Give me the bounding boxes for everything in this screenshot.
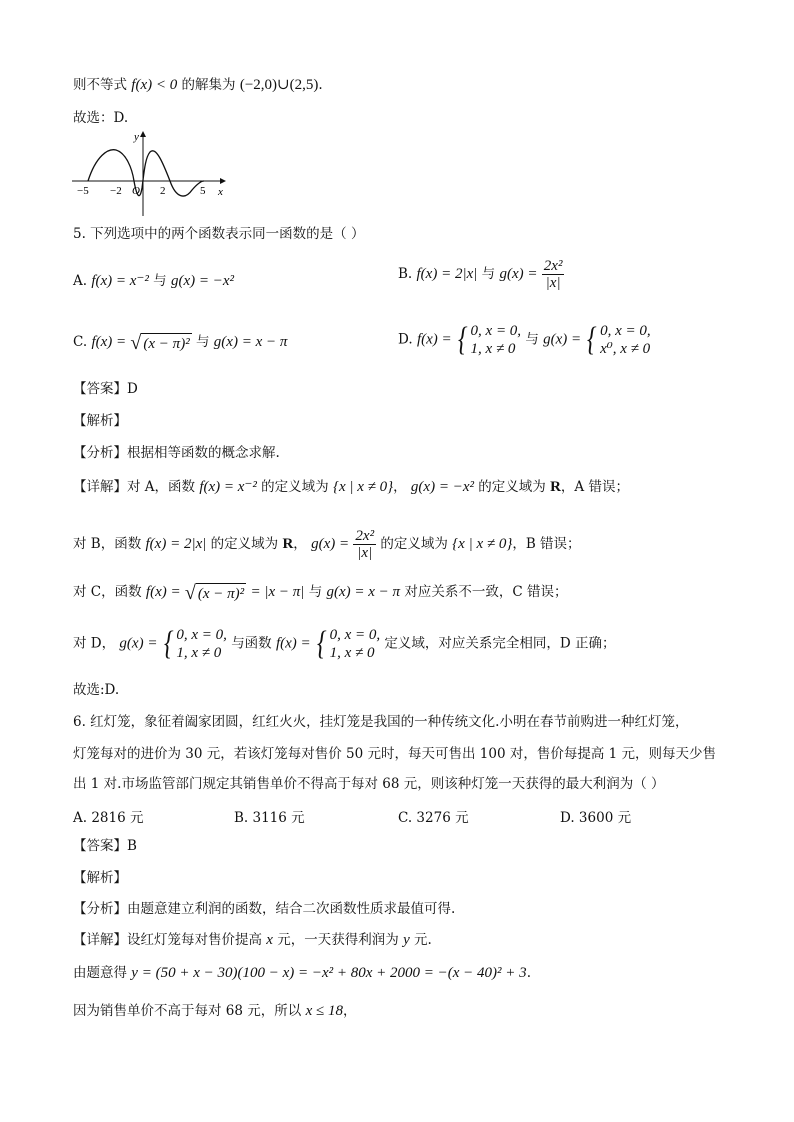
intro-prefix: 则不等式 [73, 77, 127, 93]
y-arrow [140, 131, 146, 137]
option-c-g: g(x) = x − π [213, 334, 288, 350]
text: 与 [308, 584, 323, 600]
q6-stem-3: 出 1 对.市场监管部门规定其销售单价不得高于每对 68 元，则该种灯笼一天获得的最大利润为（ ） [73, 776, 665, 792]
q5-detail-b [73, 528, 581, 561]
row: 1, x ≠ 0 [470, 341, 516, 357]
q5-analysis: 【分析】根据相等函数的概念求解. [73, 445, 280, 461]
piecewise-g: { 0, x = 0, x⁰, x ≠ 0 [587, 321, 651, 358]
math: g(x) = −x² [410, 479, 474, 495]
piecewise-f: { 0, x = 0, 1, x ≠ 0 [457, 321, 522, 358]
option-b-g-left: g(x) = [499, 266, 538, 282]
curve [88, 150, 204, 196]
tick-2: 2 [160, 185, 166, 197]
frac-den: |x| [545, 275, 561, 291]
q6-option-b: B. 3116 元 [234, 810, 305, 826]
y-label: y [134, 131, 139, 143]
radicand: (x − π)² [196, 583, 246, 603]
text: 对 D， [73, 635, 116, 652]
frac-den: |x| [357, 545, 373, 561]
q6-option-a: A. 2816 元 [73, 810, 144, 826]
x-label: x [218, 186, 223, 198]
option-letter: B. [398, 266, 413, 282]
sqrt: √ (x − π)² [130, 331, 190, 354]
piecewise-g: { 0, x = 0, 1, x ≠ 0 [163, 625, 227, 662]
radicand: (x − π)² [141, 333, 191, 353]
math: f(x) = x⁻² [199, 479, 257, 495]
sine-graph [70, 128, 230, 220]
row: x⁰, x ≠ 0 [600, 341, 651, 357]
math: f(x) = [145, 584, 181, 600]
x-arrow [220, 178, 226, 184]
inequality: f(x) < 0 [131, 77, 178, 93]
text: 对 B，函数 [73, 536, 142, 552]
option-sep: 与 [525, 331, 539, 348]
option-b-fraction [542, 258, 565, 291]
q5-option-d [398, 322, 651, 358]
row: 0, x = 0, [470, 323, 522, 339]
intro-line [73, 75, 323, 95]
option-sep: 与 [153, 273, 167, 289]
option-sep: 与 [481, 266, 496, 282]
text: . [526, 965, 531, 981]
text: 由题意得 [73, 965, 127, 981]
text: 定义域，对应关系完全相同，D 正确； [384, 635, 616, 652]
option-d-g-left: g(x) = [543, 331, 582, 348]
text: ， [393, 479, 407, 495]
row: 0, x = 0, [329, 627, 381, 643]
text: 的定义域为 [261, 479, 329, 495]
option-letter: D. [398, 331, 413, 348]
math: g(x) = x − π [326, 584, 401, 600]
math: f(x) = 2|x| [145, 536, 207, 552]
option-a-f: f(x) = x⁻² [91, 273, 149, 289]
row: 1, x ≠ 0 [176, 645, 222, 661]
math: f(x) = [275, 635, 311, 652]
text: ， [293, 536, 307, 552]
q6-last-line [73, 1001, 356, 1021]
option-d-f-left: f(x) = [416, 331, 452, 348]
q5-option-c [73, 330, 287, 353]
origin-label: O [132, 185, 140, 197]
frac-num: 2x² [355, 528, 375, 544]
math: {x | x ≠ 0} [332, 479, 394, 495]
q6-option-c: C. 3276 元 [398, 810, 469, 826]
q5-answer: 【答案】D [73, 381, 138, 397]
piecewise-f: { 0, x = 0, 1, x ≠ 0 [317, 625, 381, 662]
q6-analysis-tag: 【解析】 [73, 870, 127, 886]
tick-5: 5 [200, 185, 206, 197]
text: ， [342, 1003, 357, 1019]
q6-stem-1: 6. 红灯笼，象征着阖家团圆，红红火火，挂灯笼是我国的一种传统文化.小明在春节前购进一种红灯笼， [73, 714, 689, 730]
text: 的定义域为 [380, 536, 448, 552]
intro-end: . [318, 77, 323, 93]
q5-option-a [73, 269, 234, 290]
text: 【详解】设红灯笼每对售价提高 [73, 932, 262, 948]
math: x ≤ 18 [305, 1003, 343, 1019]
option-letter: A. [73, 273, 88, 289]
text: ，B 错误； [512, 536, 581, 552]
q5-option-b [398, 258, 564, 291]
q6-analysis: 【分析】由题意建立利润的函数，结合二次函数性质求最值可得. [73, 901, 456, 917]
math: y [403, 932, 410, 948]
text: 对应关系不一致，C 错误； [404, 584, 568, 600]
tick-neg2: −2 [110, 185, 122, 197]
option-letter: C. [73, 334, 88, 350]
frac-num: 2x² [543, 258, 563, 274]
option-sep: 与 [196, 334, 210, 350]
choice-line-1: 故选：D. [73, 110, 129, 126]
text: 元，一天获得利润为 [277, 932, 399, 948]
text: ，A 错误； [560, 479, 629, 495]
q6-equation-line [73, 963, 531, 983]
real-set: R [282, 536, 294, 552]
q5-detail-c [73, 582, 568, 603]
option-b-f: f(x) = 2|x| [416, 266, 478, 282]
solution-set: (−2,0)∪(2,5) [239, 77, 319, 93]
intro-mid: 的解集为 [181, 77, 236, 93]
text: 的定义域为 [210, 536, 279, 552]
option-c-f-left: f(x) = [91, 334, 127, 350]
row: 0, x = 0, [600, 323, 651, 339]
real-set: R [550, 479, 561, 495]
math: = |x − π| [250, 584, 305, 600]
equation: y = (50 + x − 30)(100 − x) = −x² + 80x + 2000 = −(x − 40)² + 3 [131, 965, 527, 981]
q5-analysis-tag: 【解析】 [73, 413, 127, 429]
math: g(x) = [119, 635, 158, 652]
q6-option-d: D. 3600 元 [560, 810, 632, 826]
text: 因为销售单价不高于每对 68 元，所以 [73, 1003, 302, 1019]
q5-choice: 故选:D. [73, 682, 120, 698]
q5-detail-a [73, 477, 629, 497]
text: 【详解】对 A，函数 [73, 479, 196, 495]
fraction [353, 528, 376, 561]
math: g(x) = [311, 536, 350, 552]
tick-neg5: −5 [77, 185, 89, 197]
q6-stem-2: 灯笼每对的进价为 30 元，若该灯笼每对售价 50 元时，每天可售出 100 对，售价每提高 1 元，则每天少售 [73, 746, 717, 762]
q6-answer: 【答案】B [73, 838, 137, 854]
q6-detail [73, 930, 432, 950]
q5-detail-d [73, 626, 616, 662]
text: 元. [414, 932, 432, 948]
math: x [266, 932, 273, 948]
text: 的定义域为 [478, 479, 546, 495]
text: 对 C，函数 [73, 584, 142, 600]
row: 0, x = 0, [176, 627, 227, 643]
q5-stem: 5. 下列选项中的两个函数表示同一函数的是（ ） [73, 226, 365, 242]
sqrt: √ (x − π)² [184, 581, 245, 604]
option-a-g: g(x) = −x² [170, 273, 234, 289]
row: 1, x ≠ 0 [329, 645, 375, 661]
math: {x | x ≠ 0} [452, 536, 513, 552]
text: 与函数 [231, 635, 272, 652]
